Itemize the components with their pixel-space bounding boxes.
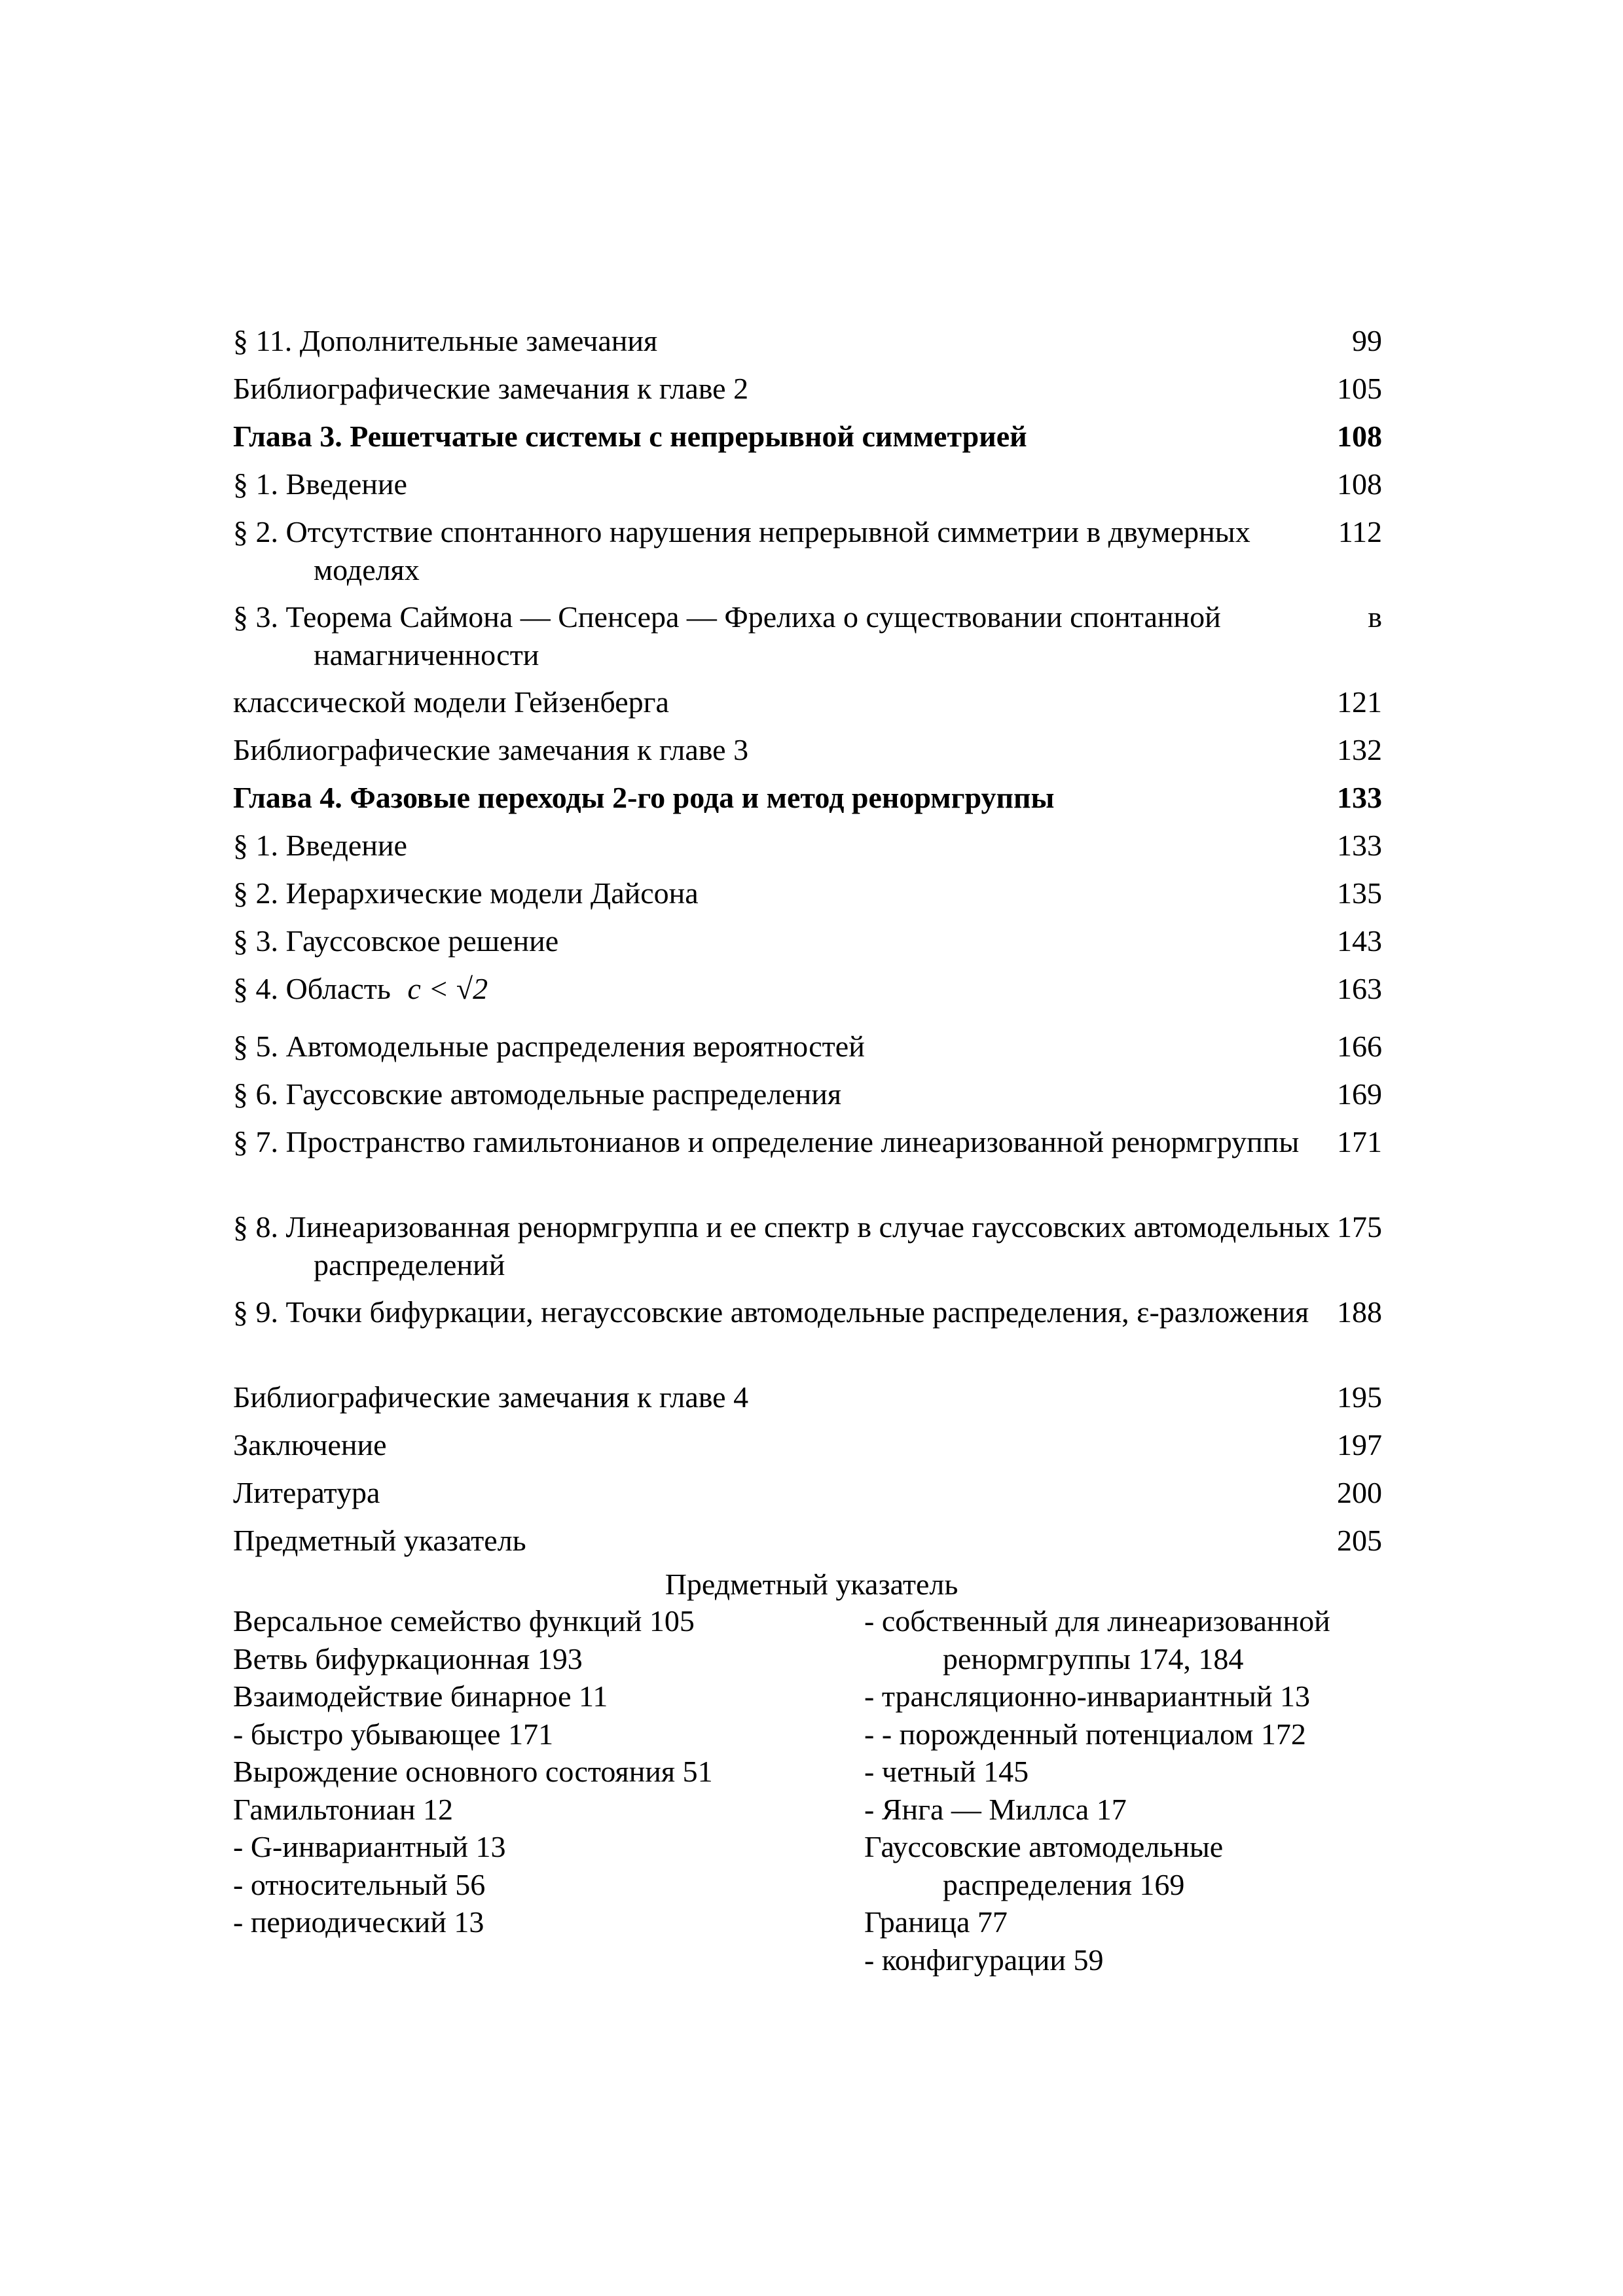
index-entry: Гамильтониан 12 xyxy=(233,1792,454,1826)
index-entry: - собственный для линеаризованной xyxy=(864,1604,1330,1638)
toc-entry-page: 99 xyxy=(1352,324,1382,357)
toc-entry-title: Библиографические замечания к главе 4 xyxy=(233,1380,749,1414)
subject-index-title: Предметный указатель xyxy=(665,1568,958,1601)
toc-entry-page: в xyxy=(1368,600,1382,634)
toc-entry-page: 169 xyxy=(1337,1077,1382,1111)
toc-entry-title: § 6. Гауссовские автомодельные распределения xyxy=(233,1077,842,1111)
toc-entry-page: 133 xyxy=(1337,781,1382,814)
toc-entry xyxy=(233,1028,1382,1075)
toc-entry-page: 166 xyxy=(1337,1030,1382,1063)
toc-entry-title: § 5. Автомодельные распределения вероятностей xyxy=(233,1030,865,1063)
toc-entry xyxy=(233,1123,1382,1208)
toc-entry-title: Библиографические замечания к главе 3 xyxy=(233,733,749,766)
toc-entry xyxy=(233,1426,1382,1474)
toc-entry-page: 205 xyxy=(1337,1524,1382,1557)
toc-entry xyxy=(233,1293,1382,1378)
toc-entry-page: 108 xyxy=(1337,467,1382,501)
toc-entry-title: § 1. Введение xyxy=(233,829,407,862)
toc-entry xyxy=(233,731,1382,779)
toc-entry-title: § 1. Введение xyxy=(233,467,407,501)
toc-entry-page: 108 xyxy=(1337,420,1382,453)
index-entry: Ветвь бифуркационная 193 xyxy=(233,1641,583,1676)
toc-entry xyxy=(233,874,1382,922)
table-of-contents xyxy=(233,322,1382,1570)
toc-entry-title: Глава 3. Решетчатые системы с непрерывной симметрией xyxy=(233,420,1027,453)
toc-entry xyxy=(233,1522,1382,1570)
toc-entry-title: классической модели Гейзенберга xyxy=(233,685,669,719)
index-entry: - Янга — Миллса 17 xyxy=(864,1792,1127,1826)
toc-entry-title: § 7. Пространство гамильтонианов и определение линеаризованной ренормгруппы xyxy=(233,1125,1300,1158)
toc-entry-page: 188 xyxy=(1337,1295,1382,1329)
index-entry: Вырождение основного состояния 51 xyxy=(233,1755,713,1788)
toc-entry xyxy=(233,370,1382,418)
toc-entry-title: § 2. Отсутствие спонтанного нарушения непрерывной симметрии в двумерных моделях xyxy=(233,515,1250,586)
index-entry: - трансляционно-инвариантный 13 xyxy=(864,1679,1310,1713)
toc-entry-page: 133 xyxy=(1337,829,1382,862)
toc-entry xyxy=(233,513,1382,598)
index-entry: Взаимодействие бинарное 11 xyxy=(233,1679,608,1713)
toc-entry xyxy=(233,827,1382,874)
toc-entry-page: 105 xyxy=(1337,372,1382,405)
toc-entry xyxy=(233,322,1382,370)
index-entry: - быстро убывающее 171 xyxy=(233,1717,554,1751)
index-entry: Версальное семейство функций 105 xyxy=(233,1604,695,1638)
math-formula: c < √2 xyxy=(407,972,488,1005)
toc-entry xyxy=(233,683,1382,731)
index-entry: Граница 77 xyxy=(864,1905,1008,1939)
index-entry: Гауссовские автомодельные xyxy=(864,1830,1224,1863)
toc-entry-page: 197 xyxy=(1337,1428,1382,1462)
toc-entry-page: 121 xyxy=(1337,685,1382,719)
index-entry: - G-инвариантный 13 xyxy=(233,1830,506,1863)
toc-entry xyxy=(233,970,1382,1028)
toc-entry-title: § 8. Линеаризованная ренормгруппа и ее спектр в случае гауссовских автомодельных распределений xyxy=(233,1210,1330,1282)
toc-entry xyxy=(233,1208,1382,1293)
index-column-left xyxy=(233,1602,822,1941)
toc-entry-title-text: § 4. Область xyxy=(233,972,391,1005)
toc-entry xyxy=(233,1378,1382,1426)
toc-entry-title: § 3. Теорема Саймона — Спенсера — Фрелиха о существовании спонтанной намагниченности xyxy=(233,600,1221,672)
toc-entry-title: § 2. Иерархические модели Дайсона xyxy=(233,876,699,910)
toc-entry-page: 112 xyxy=(1338,515,1382,548)
index-entry: - четный 145 xyxy=(864,1755,1029,1788)
toc-entry-page: 171 xyxy=(1337,1125,1382,1158)
toc-entry xyxy=(233,922,1382,970)
index-entry: - - порожденный потенциалом 172 xyxy=(864,1717,1306,1751)
toc-entry-title: § 9. Точки бифуркации, негауссовские автомодельные распределения, ε-разложения xyxy=(233,1295,1309,1329)
toc-entry xyxy=(233,598,1382,683)
toc-chapter-entry xyxy=(233,418,1382,465)
toc-entry-page: 175 xyxy=(1337,1210,1382,1244)
index-entry: - периодический 13 xyxy=(233,1905,484,1939)
toc-entry-title: Глава 4. Фазовые переходы 2-го рода и метод ренормгруппы xyxy=(233,781,1055,814)
toc-entry-title: Библиографические замечания к главе 2 xyxy=(233,372,749,405)
toc-entry-title: Заключение xyxy=(233,1428,387,1462)
toc-entry-title: § 3. Гауссовское решение xyxy=(233,924,559,958)
toc-entry xyxy=(233,1474,1382,1522)
toc-chapter-entry xyxy=(233,779,1382,827)
index-entry: - конфигурации 59 xyxy=(864,1943,1104,1977)
toc-entry-title: Предметный указатель xyxy=(233,1524,526,1557)
index-column-right xyxy=(864,1602,1440,1979)
toc-entry-page: 132 xyxy=(1337,733,1382,766)
index-entry-continuation: ренормгруппы 174, 184 xyxy=(943,1641,1244,1676)
toc-entry xyxy=(233,465,1382,513)
toc-entry-title xyxy=(233,970,1335,1008)
toc-entry-page: 163 xyxy=(1337,972,1382,1005)
index-entry: - относительный 56 xyxy=(233,1867,486,1901)
index-entry-continuation: распределения 169 xyxy=(943,1867,1185,1901)
toc-entry-title: § 11. Дополнительные замечания xyxy=(233,324,658,357)
toc-entry-title: Литература xyxy=(233,1476,380,1509)
toc-entry-page: 143 xyxy=(1337,924,1382,958)
toc-entry xyxy=(233,1075,1382,1123)
toc-entry-page: 195 xyxy=(1337,1380,1382,1414)
toc-entry-page: 200 xyxy=(1337,1476,1382,1509)
toc-entry-page: 135 xyxy=(1337,876,1382,910)
